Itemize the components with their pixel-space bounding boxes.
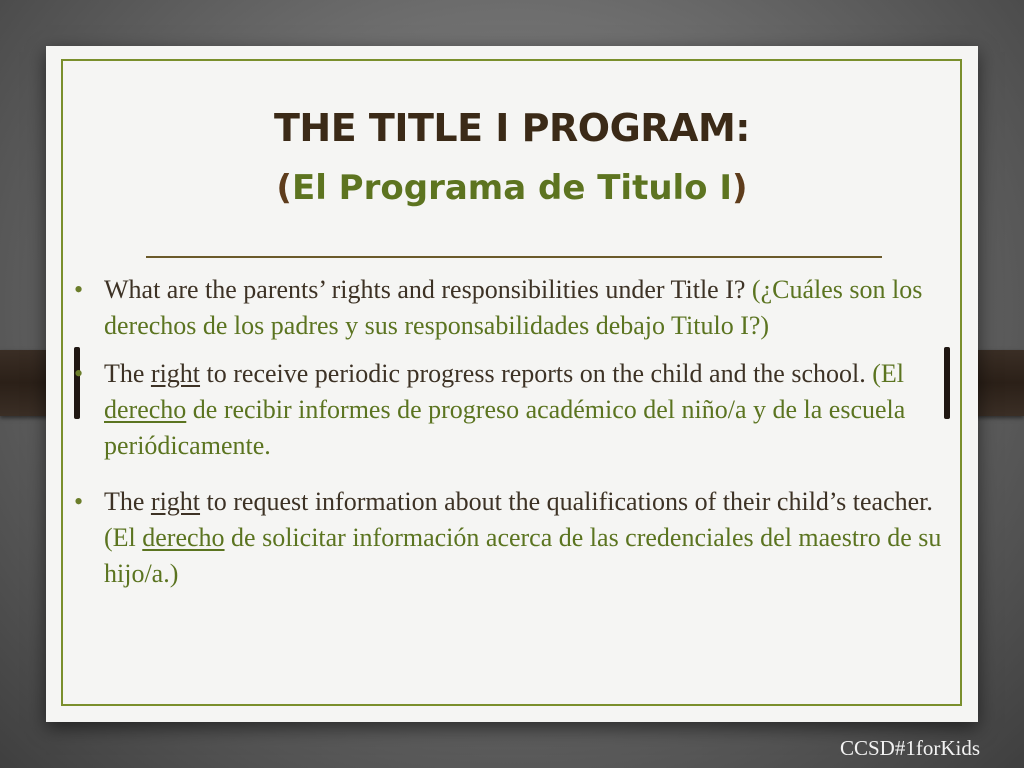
bullet-text-en-post: to receive periodic progress reports on the child and the school. <box>200 359 866 388</box>
bullet-text-es-pre: (El <box>865 359 904 388</box>
title-divider <box>146 256 882 258</box>
bullet-dot-icon: • <box>74 275 84 304</box>
bullet-text-es-post: de recibir informes de progreso académico del niño/a y de la escuela periódicamente. <box>104 395 906 460</box>
bullet-dot-icon: • <box>74 487 84 516</box>
bullet-text-es-post: de solicitar información acerca de las credenciales del maestro de su hijo/a.) <box>104 523 942 588</box>
bullet-text-es-pre: (El <box>104 523 143 552</box>
subtitle-open-paren: ( <box>276 168 292 208</box>
bullet-text-en: What are the parents’ rights and responsibilities under Title I? <box>104 275 746 304</box>
bullet-item <box>72 484 962 592</box>
bullet-text-en-pre: The <box>104 359 151 388</box>
bullet-keyword-en: right <box>150 487 201 516</box>
bullet-item <box>72 356 962 464</box>
bullet-text-en-post: to request information about the qualifications of their child’s teacher. <box>200 487 933 516</box>
footer-hashtag: CCSD#1forKids <box>839 736 980 760</box>
bullet-dot-icon: • <box>74 359 84 388</box>
bullet-keyword-en: right <box>150 359 201 388</box>
slide-title: THE TITLE I PROGRAM: <box>274 106 750 150</box>
subtitle-text: El Programa de Titulo I <box>291 168 733 208</box>
bullet-text-en-pre: The <box>104 487 151 516</box>
subtitle-close-paren: ) <box>732 168 748 208</box>
bullet-list <box>72 272 962 592</box>
bullet-item <box>72 272 962 344</box>
bullet-keyword-es: derecho <box>142 523 225 552</box>
slide-subtitle <box>0 168 1024 208</box>
bullet-text-es: (¿Cuáles son los derechos de los padres y sus responsabilidades debajo Titulo I?) <box>104 275 923 340</box>
bullet-keyword-es: derecho <box>104 395 187 424</box>
